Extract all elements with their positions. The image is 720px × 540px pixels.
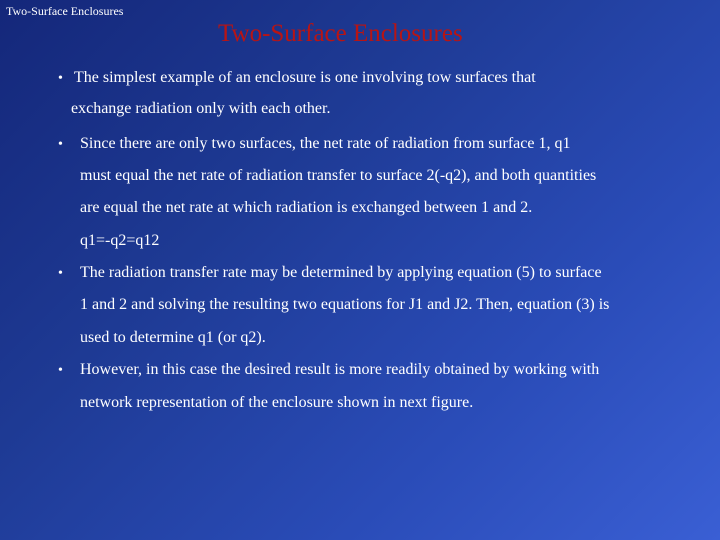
slide-title: Two-Surface Enclosures — [218, 20, 463, 47]
bullet-3-line-2: 1 and 2 and solving the resulting two equations for J1 and J2. Then, equation (3) is — [80, 296, 610, 313]
bullet-3-line-3: used to determine q1 (or q2). — [80, 329, 266, 346]
bullet-1-line-1: The simplest example of an enclosure is one involving tow surfaces that — [74, 69, 536, 86]
bullet-3-line-1: The radiation transfer rate may be determined by applying equation (5) to surface — [80, 264, 602, 281]
bullet-marker: • — [58, 71, 63, 86]
bullet-2-line-2: must equal the net rate of radiation transfer to surface 2(-q2), and both quantities — [80, 167, 597, 184]
bullet-marker: • — [58, 266, 63, 281]
bullet-1-line-2: exchange radiation only with each other. — [71, 100, 331, 117]
bullet-2-line-1: Since there are only two surfaces, the net rate of radiation from surface 1, q1 — [80, 135, 571, 152]
bullet-4-line-2: network representation of the enclosure shown in next figure. — [80, 394, 474, 411]
bullet-4-line-1: However, in this case the desired result is more readily obtained by working with — [80, 361, 600, 378]
bullet-2-equation: q1=-q2=q12 — [80, 232, 160, 249]
corner-title: Two-Surface Enclosures — [6, 4, 124, 18]
bullet-marker: • — [58, 363, 63, 378]
bullet-marker: • — [58, 137, 63, 152]
bullet-2-line-3: are equal the net rate at which radiation is exchanged between 1 and 2. — [80, 199, 533, 216]
